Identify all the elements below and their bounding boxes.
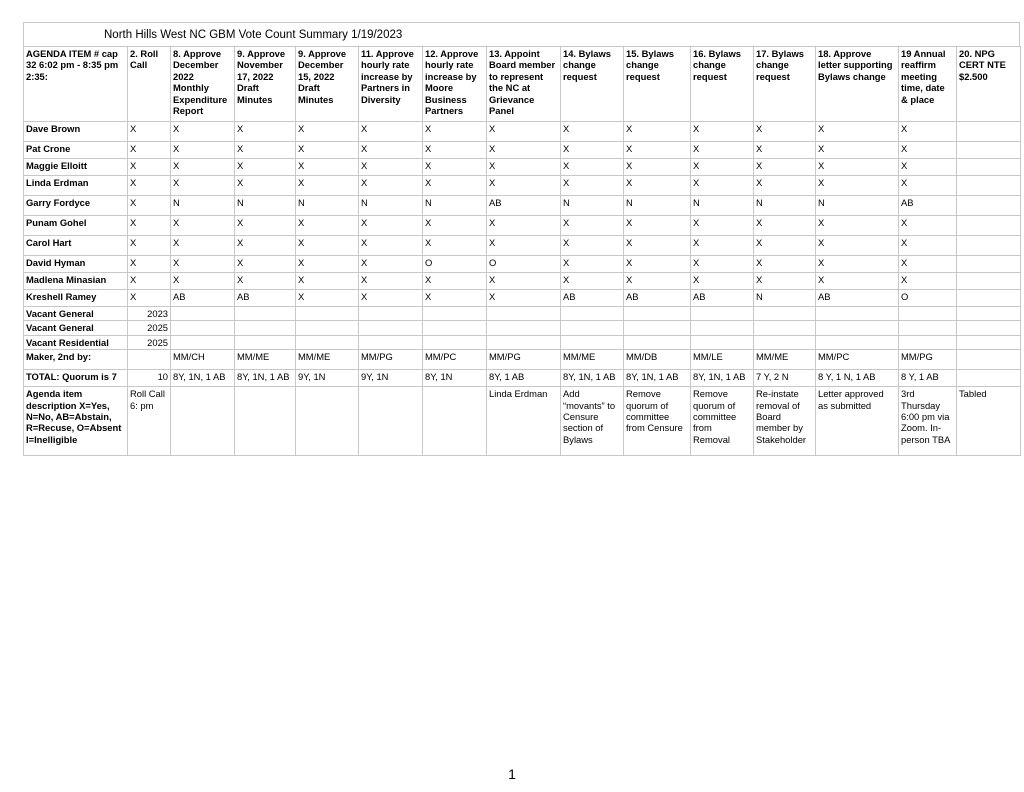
vote-cell: X bbox=[296, 122, 359, 142]
vote-cell: X bbox=[128, 216, 171, 236]
vote-cell bbox=[957, 290, 1021, 307]
table-header bbox=[24, 47, 1021, 122]
vote-cell: 8Y, 1N, 1 AB bbox=[235, 370, 296, 387]
description-cell: Remove quorum of committee from Removal bbox=[691, 387, 754, 456]
vote-cell: 8Y, 1N, 1 AB bbox=[171, 370, 235, 387]
vote-cell bbox=[423, 307, 487, 321]
vote-cell: N bbox=[359, 196, 423, 216]
vote-cell: X bbox=[691, 122, 754, 142]
vote-cell: N bbox=[423, 196, 487, 216]
vote-cell: X bbox=[691, 256, 754, 273]
vote-cell bbox=[235, 321, 296, 335]
description-cell bbox=[423, 387, 487, 456]
description-cell bbox=[171, 387, 235, 456]
vote-cell: X bbox=[487, 273, 561, 290]
vote-cell: 8Y, 1N, 1 AB bbox=[624, 370, 691, 387]
vote-summary-sheet bbox=[23, 22, 1020, 456]
vote-cell: N bbox=[754, 196, 816, 216]
vote-cell: X bbox=[754, 142, 816, 159]
vote-cell bbox=[487, 307, 561, 321]
vote-cell bbox=[816, 335, 899, 349]
row-label: Madlena Minasian bbox=[24, 273, 128, 290]
vote-cell: MM/CH bbox=[171, 350, 235, 370]
table-row bbox=[24, 290, 1021, 307]
vote-cell: 8 Y, 1 N, 1 AB bbox=[816, 370, 899, 387]
vote-cell bbox=[296, 321, 359, 335]
vote-cell: X bbox=[128, 256, 171, 273]
vote-cell: 7 Y, 2 N bbox=[754, 370, 816, 387]
vote-cell bbox=[296, 335, 359, 349]
description-label: Agenda item description X=Yes, N=No, AB=Abstain, R=Recuse, O=Absent I=Inelligible bbox=[24, 387, 128, 456]
vote-cell bbox=[487, 321, 561, 335]
description-cell: Remove quorum of committee from Censure bbox=[624, 387, 691, 456]
vote-cell: X bbox=[128, 273, 171, 290]
vote-cell: X bbox=[691, 236, 754, 256]
vote-cell: AB bbox=[899, 196, 957, 216]
vote-cell: 2023 bbox=[128, 307, 171, 321]
row-label: Pat Crone bbox=[24, 142, 128, 159]
vote-cell: X bbox=[899, 256, 957, 273]
row-label: Vacant General bbox=[24, 321, 128, 335]
vote-cell: X bbox=[235, 236, 296, 256]
description-row bbox=[24, 387, 1021, 456]
vote-cell: X bbox=[816, 159, 899, 176]
vote-cell: MM/ME bbox=[754, 350, 816, 370]
column-header: 15. Bylaws change request bbox=[624, 47, 691, 122]
vote-cell: X bbox=[296, 236, 359, 256]
vote-cell: 8Y, 1N, 1 AB bbox=[561, 370, 624, 387]
vote-cell bbox=[561, 321, 624, 335]
table-row bbox=[24, 196, 1021, 216]
row-label: David Hyman bbox=[24, 256, 128, 273]
vote-cell: X bbox=[754, 273, 816, 290]
vote-cell: X bbox=[359, 176, 423, 196]
vote-cell: X bbox=[487, 142, 561, 159]
vote-cell: X bbox=[359, 236, 423, 256]
vote-cell: 9Y, 1N bbox=[296, 370, 359, 387]
vote-cell: X bbox=[487, 290, 561, 307]
column-header: 9. Approve December 15, 2022 Draft Minutes bbox=[296, 47, 359, 122]
vote-cell bbox=[957, 176, 1021, 196]
page-number: 1 bbox=[508, 766, 516, 782]
vote-cell bbox=[957, 142, 1021, 159]
vote-cell: X bbox=[296, 142, 359, 159]
table-row bbox=[24, 273, 1021, 290]
vote-cell bbox=[235, 335, 296, 349]
vote-cell: X bbox=[754, 159, 816, 176]
vote-cell bbox=[359, 307, 423, 321]
vote-cell: X bbox=[899, 216, 957, 236]
vote-cell bbox=[957, 122, 1021, 142]
row-label: Garry Fordyce bbox=[24, 196, 128, 216]
vote-cell: X bbox=[171, 142, 235, 159]
description-cell: Add “movants” to Censure section of Bylaws bbox=[561, 387, 624, 456]
vote-cell bbox=[235, 307, 296, 321]
vote-cell: X bbox=[816, 176, 899, 196]
vote-cell bbox=[171, 335, 235, 349]
column-header: 13. Appoint Board member to represent the NC at Grievance Panel bbox=[487, 47, 561, 122]
vote-cell: 8Y, 1 AB bbox=[487, 370, 561, 387]
vote-cell: 2025 bbox=[128, 335, 171, 349]
vote-cell: X bbox=[487, 236, 561, 256]
vote-cell: N bbox=[754, 290, 816, 307]
vote-cell: AB bbox=[561, 290, 624, 307]
vote-cell: X bbox=[235, 256, 296, 273]
vote-cell bbox=[561, 335, 624, 349]
vote-cell: X bbox=[561, 159, 624, 176]
vote-cell: X bbox=[171, 273, 235, 290]
vote-cell: X bbox=[359, 142, 423, 159]
row-label: Vacant General bbox=[24, 307, 128, 321]
vote-cell: X bbox=[235, 142, 296, 159]
vote-cell bbox=[423, 321, 487, 335]
table-row bbox=[24, 216, 1021, 236]
vote-cell: X bbox=[235, 216, 296, 236]
vote-cell: X bbox=[561, 256, 624, 273]
vote-cell: MM/DB bbox=[624, 350, 691, 370]
vote-cell bbox=[691, 321, 754, 335]
table-row bbox=[24, 335, 1021, 349]
vote-cell: X bbox=[359, 159, 423, 176]
vote-cell: X bbox=[754, 176, 816, 196]
vote-cell: X bbox=[899, 142, 957, 159]
row-label: Punam Gohel bbox=[24, 216, 128, 236]
vote-cell bbox=[754, 335, 816, 349]
vote-cell: X bbox=[296, 273, 359, 290]
vote-cell bbox=[624, 321, 691, 335]
vote-cell: X bbox=[561, 122, 624, 142]
vote-cell: X bbox=[359, 290, 423, 307]
vote-cell bbox=[957, 216, 1021, 236]
vote-cell: X bbox=[423, 122, 487, 142]
vote-cell bbox=[423, 335, 487, 349]
table-row bbox=[24, 122, 1021, 142]
vote-cell bbox=[561, 307, 624, 321]
vote-cell: MM/PC bbox=[816, 350, 899, 370]
vote-cell bbox=[957, 350, 1021, 370]
vote-cell bbox=[957, 273, 1021, 290]
vote-cell: X bbox=[296, 256, 359, 273]
table-row bbox=[24, 256, 1021, 273]
vote-cell: X bbox=[816, 256, 899, 273]
vote-cell: X bbox=[128, 290, 171, 307]
vote-cell: X bbox=[235, 159, 296, 176]
vote-cell: X bbox=[899, 176, 957, 196]
vote-cell: X bbox=[423, 236, 487, 256]
vote-cell: X bbox=[691, 159, 754, 176]
vote-cell: X bbox=[171, 256, 235, 273]
column-header: 17. Bylaws change request bbox=[754, 47, 816, 122]
vote-cell: X bbox=[487, 176, 561, 196]
vote-cell: X bbox=[816, 273, 899, 290]
vote-cell bbox=[754, 307, 816, 321]
description-cell bbox=[296, 387, 359, 456]
vote-cell: X bbox=[624, 273, 691, 290]
description-cell: Linda Erdman bbox=[487, 387, 561, 456]
vote-cell: O bbox=[487, 256, 561, 273]
vote-cell: AB bbox=[235, 290, 296, 307]
vote-cell bbox=[487, 335, 561, 349]
row-label: Maker, 2nd by: bbox=[24, 350, 128, 370]
vote-cell bbox=[171, 307, 235, 321]
vote-cell: X bbox=[128, 142, 171, 159]
vote-cell: MM/PG bbox=[359, 350, 423, 370]
vote-cell bbox=[957, 321, 1021, 335]
vote-cell: X bbox=[171, 216, 235, 236]
vote-cell bbox=[957, 236, 1021, 256]
vote-cell bbox=[899, 321, 957, 335]
description-cell bbox=[359, 387, 423, 456]
vote-cell: AB bbox=[171, 290, 235, 307]
description-cell: 3rd Thursday 6:00 pm via Zoom. In-person TBA bbox=[899, 387, 957, 456]
column-header: 8. Approve December 2022 Monthly Expenditure Report bbox=[171, 47, 235, 122]
vote-cell: O bbox=[899, 290, 957, 307]
vote-cell: X bbox=[624, 122, 691, 142]
column-header: 12. Approve hourly rate increase by Moore Business Partners bbox=[423, 47, 487, 122]
vote-cell bbox=[899, 335, 957, 349]
vote-cell: X bbox=[423, 142, 487, 159]
column-header: 19 Annual reaffirm meeting time, date & place bbox=[899, 47, 957, 122]
vote-cell: N bbox=[561, 196, 624, 216]
table-body bbox=[24, 122, 1021, 456]
vote-cell: X bbox=[754, 216, 816, 236]
vote-cell: X bbox=[359, 256, 423, 273]
vote-cell: X bbox=[561, 216, 624, 236]
vote-cell: X bbox=[561, 176, 624, 196]
vote-cell: X bbox=[235, 176, 296, 196]
vote-cell bbox=[624, 335, 691, 349]
vote-cell: X bbox=[691, 216, 754, 236]
table-row bbox=[24, 307, 1021, 321]
vote-cell: AB bbox=[487, 196, 561, 216]
vote-cell: 8 Y, 1 AB bbox=[899, 370, 957, 387]
vote-cell: AB bbox=[816, 290, 899, 307]
vote-cell: 10 bbox=[128, 370, 171, 387]
vote-cell: X bbox=[423, 290, 487, 307]
vote-cell: X bbox=[624, 216, 691, 236]
vote-cell bbox=[359, 335, 423, 349]
column-header: 14. Bylaws change request bbox=[561, 47, 624, 122]
vote-cell: 9Y, 1N bbox=[359, 370, 423, 387]
vote-cell: X bbox=[423, 273, 487, 290]
vote-cell: X bbox=[235, 122, 296, 142]
vote-cell bbox=[957, 196, 1021, 216]
vote-cell: X bbox=[691, 273, 754, 290]
vote-cell bbox=[899, 307, 957, 321]
vote-cell: MM/PC bbox=[423, 350, 487, 370]
vote-cell: X bbox=[296, 290, 359, 307]
vote-cell: X bbox=[816, 142, 899, 159]
row-label: Carol Hart bbox=[24, 236, 128, 256]
vote-cell: N bbox=[624, 196, 691, 216]
vote-cell: X bbox=[816, 216, 899, 236]
row-label: Maggie Elloitt bbox=[24, 159, 128, 176]
description-cell: Roll Call 6: pm bbox=[128, 387, 171, 456]
row-label: Linda Erdman bbox=[24, 176, 128, 196]
vote-cell bbox=[128, 350, 171, 370]
table-row bbox=[24, 236, 1021, 256]
vote-cell bbox=[359, 321, 423, 335]
vote-cell bbox=[816, 321, 899, 335]
vote-cell: X bbox=[624, 142, 691, 159]
vote-cell: X bbox=[359, 273, 423, 290]
table-row bbox=[24, 350, 1021, 370]
vote-cell: X bbox=[128, 122, 171, 142]
vote-cell: X bbox=[359, 122, 423, 142]
vote-cell: X bbox=[899, 159, 957, 176]
vote-cell: N bbox=[235, 196, 296, 216]
vote-cell bbox=[624, 307, 691, 321]
vote-cell bbox=[816, 307, 899, 321]
vote-cell: 2025 bbox=[128, 321, 171, 335]
vote-cell: N bbox=[171, 196, 235, 216]
vote-cell: X bbox=[171, 159, 235, 176]
row-label: Kreshell Ramey bbox=[24, 290, 128, 307]
vote-cell bbox=[957, 159, 1021, 176]
vote-cell: N bbox=[296, 196, 359, 216]
column-header: 11. Approve hourly rate increase by Partners in Diversity bbox=[359, 47, 423, 122]
vote-cell: X bbox=[816, 236, 899, 256]
vote-cell: N bbox=[816, 196, 899, 216]
vote-cell: MM/LE bbox=[691, 350, 754, 370]
vote-cell bbox=[957, 370, 1021, 387]
row-label: TOTAL: Quorum is 7 bbox=[24, 370, 128, 387]
vote-cell: X bbox=[691, 176, 754, 196]
column-header: 18. Approve letter supporting Bylaws change bbox=[816, 47, 899, 122]
vote-table bbox=[23, 46, 1021, 456]
vote-cell: X bbox=[171, 236, 235, 256]
vote-cell: X bbox=[128, 236, 171, 256]
vote-cell: X bbox=[171, 176, 235, 196]
column-header: AGENDA ITEM # cap 32 6:02 pm - 8:35 pm 2:35: bbox=[24, 47, 128, 122]
table-row bbox=[24, 370, 1021, 387]
vote-cell: X bbox=[128, 196, 171, 216]
vote-cell: X bbox=[423, 216, 487, 236]
vote-cell: 8Y, 1N, 1 AB bbox=[691, 370, 754, 387]
vote-cell: X bbox=[423, 176, 487, 196]
description-cell bbox=[235, 387, 296, 456]
vote-cell: X bbox=[487, 216, 561, 236]
vote-cell: O bbox=[423, 256, 487, 273]
column-header: 9. Approve November 17, 2022 Draft Minutes bbox=[235, 47, 296, 122]
sheet-title: North Hills West NC GBM Vote Count Summary 1/19/2023 bbox=[23, 22, 1020, 46]
vote-cell: X bbox=[561, 142, 624, 159]
description-cell: Re-instate removal of Board member by Stakeholder bbox=[754, 387, 816, 456]
column-header: 16. Bylaws change request bbox=[691, 47, 754, 122]
description-cell: Tabled bbox=[957, 387, 1021, 456]
vote-cell bbox=[691, 335, 754, 349]
vote-cell: MM/ME bbox=[296, 350, 359, 370]
vote-cell: X bbox=[296, 216, 359, 236]
vote-cell bbox=[171, 321, 235, 335]
row-label: Dave Brown bbox=[24, 122, 128, 142]
vote-cell: AB bbox=[691, 290, 754, 307]
vote-cell: X bbox=[128, 176, 171, 196]
vote-cell: X bbox=[754, 122, 816, 142]
vote-cell: X bbox=[235, 273, 296, 290]
vote-cell: X bbox=[128, 159, 171, 176]
vote-cell: X bbox=[359, 216, 423, 236]
vote-cell: 8Y, 1N bbox=[423, 370, 487, 387]
vote-cell: MM/PG bbox=[487, 350, 561, 370]
table-row bbox=[24, 142, 1021, 159]
table-row bbox=[24, 176, 1021, 196]
vote-cell: X bbox=[816, 122, 899, 142]
table-row bbox=[24, 159, 1021, 176]
vote-cell: X bbox=[624, 256, 691, 273]
vote-cell: X bbox=[487, 159, 561, 176]
vote-cell: X bbox=[624, 176, 691, 196]
vote-cell: X bbox=[899, 236, 957, 256]
vote-cell: X bbox=[899, 273, 957, 290]
vote-cell: X bbox=[296, 176, 359, 196]
row-label: Vacant Residential bbox=[24, 335, 128, 349]
vote-cell: X bbox=[691, 142, 754, 159]
vote-cell: X bbox=[296, 159, 359, 176]
vote-cell: MM/ME bbox=[235, 350, 296, 370]
vote-cell: X bbox=[624, 236, 691, 256]
vote-cell: MM/ME bbox=[561, 350, 624, 370]
vote-cell: X bbox=[754, 256, 816, 273]
vote-cell: X bbox=[171, 122, 235, 142]
vote-cell: MM/PG bbox=[899, 350, 957, 370]
vote-cell: X bbox=[624, 159, 691, 176]
vote-cell: X bbox=[899, 122, 957, 142]
vote-cell: X bbox=[423, 159, 487, 176]
header-row bbox=[24, 47, 1021, 122]
vote-cell: N bbox=[691, 196, 754, 216]
table-row bbox=[24, 321, 1021, 335]
vote-cell bbox=[691, 307, 754, 321]
vote-cell: AB bbox=[624, 290, 691, 307]
vote-cell bbox=[957, 307, 1021, 321]
vote-cell bbox=[754, 321, 816, 335]
vote-cell bbox=[957, 335, 1021, 349]
vote-cell: X bbox=[561, 273, 624, 290]
vote-cell: X bbox=[754, 236, 816, 256]
description-cell: Letter approved as submitted bbox=[816, 387, 899, 456]
vote-cell: X bbox=[561, 236, 624, 256]
vote-cell: X bbox=[487, 122, 561, 142]
column-header: 2. Roll Call bbox=[128, 47, 171, 122]
column-header: 20. NPG CERT NTE $2.500 bbox=[957, 47, 1021, 122]
vote-cell bbox=[296, 307, 359, 321]
vote-cell bbox=[957, 256, 1021, 273]
